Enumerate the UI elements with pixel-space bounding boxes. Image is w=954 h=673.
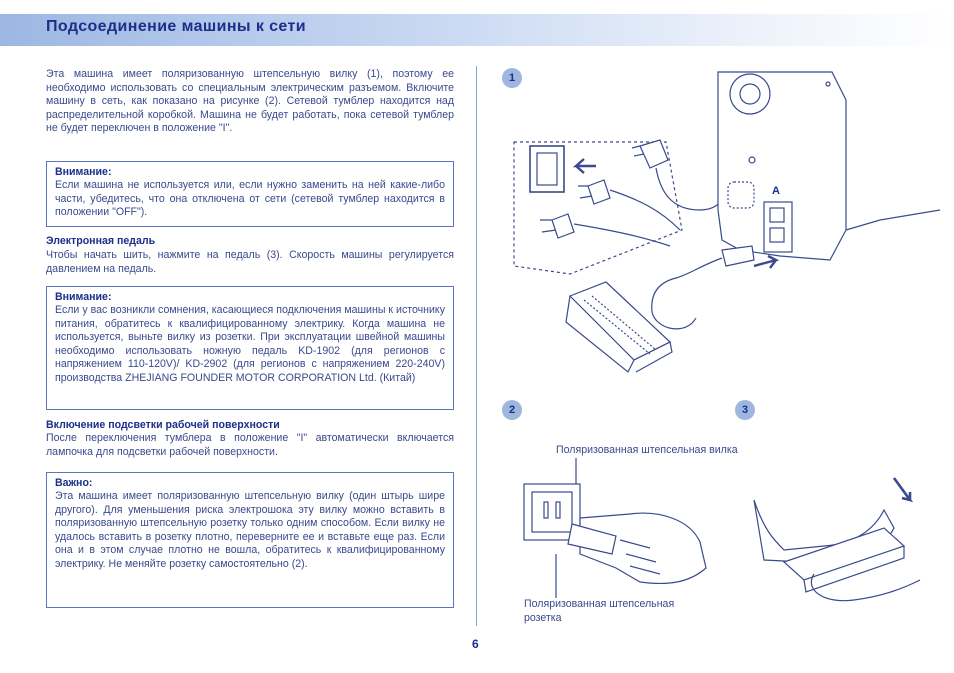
socket-label-line2: розетка (524, 612, 562, 624)
warning-box-2 (46, 286, 454, 410)
plug-label: Поляризованная штепсельная вилка (556, 444, 738, 456)
figure-2-badge: 2 (502, 400, 522, 420)
intro-paragraph: Эта машина имеет поляризованную штепсельную вилку (1), поэтому ее необходимо использовать со специальным электрическим разъемом. Включите машину в сеть, как показано на рисунке (2). Сетевой тумблер находится над распределительной коробкой. Машина не будет работать, пока сетевой тумблер не будет переключен в положение "I". (46, 68, 454, 135)
socket-label-line1: Поляризованная штепсельная (524, 598, 675, 610)
light-paragraph: После переключения тумблера в положение "I" автоматически включается лампочка для подсветки рабочей поверхности. (46, 432, 454, 458)
machine-cord-plug (722, 246, 754, 266)
adapter-plug-icon (640, 140, 668, 168)
page-number: 6 (472, 637, 479, 651)
power-switch-panel (764, 202, 792, 252)
figure-2-illustration (520, 458, 720, 598)
important-title: Важно: (55, 477, 93, 489)
page-title: Подсоединение машины к сети (46, 18, 306, 35)
pedal-paragraph: Чтобы начать шить, нажмите на педаль (3). Скорость машины регулируется давлением на педаль. (46, 249, 454, 275)
down-arrow-icon (894, 478, 910, 500)
label-a: A (772, 185, 780, 197)
light-heading: Включение подсветки рабочей поверхности (46, 419, 280, 431)
column-divider (476, 66, 477, 626)
warning-2-title: Внимание: (55, 291, 112, 303)
figure-1-illustration (500, 60, 940, 380)
polarized-plug-2-icon (552, 214, 574, 238)
figure-3-illustration (744, 470, 924, 610)
warning-1-text: Если машина не используется или, если нужно заменить на ней какие-либо части, убедитесь, что она отключена от сети (сетевой тумблер находится в положении "OFF"). (55, 179, 445, 219)
important-text: Эта машина имеет поляризованную штепсельную вилку (один штырь шире другого). Для уменьшения риска электрошока эту вилку можно вставить в поляризованную штепсельную розетку только одним способом. Если вилку не удалось вставить в розетку плотно, переверните ее и вставьте еще раз. Если она и в этом случае плотно не вошла, обратитесь к квалифицированному электрику. Не меняйте розетку самостоятельно (2). (55, 490, 445, 570)
right-arrow-icon (754, 256, 776, 268)
pedal-heading: Электронная педаль (46, 235, 156, 247)
important-box (46, 472, 454, 608)
warning-1-title: Внимание: (55, 166, 112, 178)
warning-box-1 (46, 161, 454, 227)
polarized-plug-icon (588, 180, 610, 204)
figure-1-badge: 1 (502, 68, 522, 88)
figure-3-badge: 3 (735, 400, 755, 420)
left-arrow-icon (576, 159, 596, 173)
warning-2-text: Если у вас возникли сомнения, касающиеся подключения машины к источнику питания, обратитесь к квалифицированному электрику. Когда машина не используется, выньте вилку из розетки. При эксплуатации швейной машины необходимо использовать ножную педаль KD-1902 (для регионов с напряжением 110-120V)/ KD-2902 (для регионов с напряжением 220-240V) производства ZHEJIANG FOUNDER MOTOR CORPORATION Ltd. (Китай) (55, 304, 445, 384)
